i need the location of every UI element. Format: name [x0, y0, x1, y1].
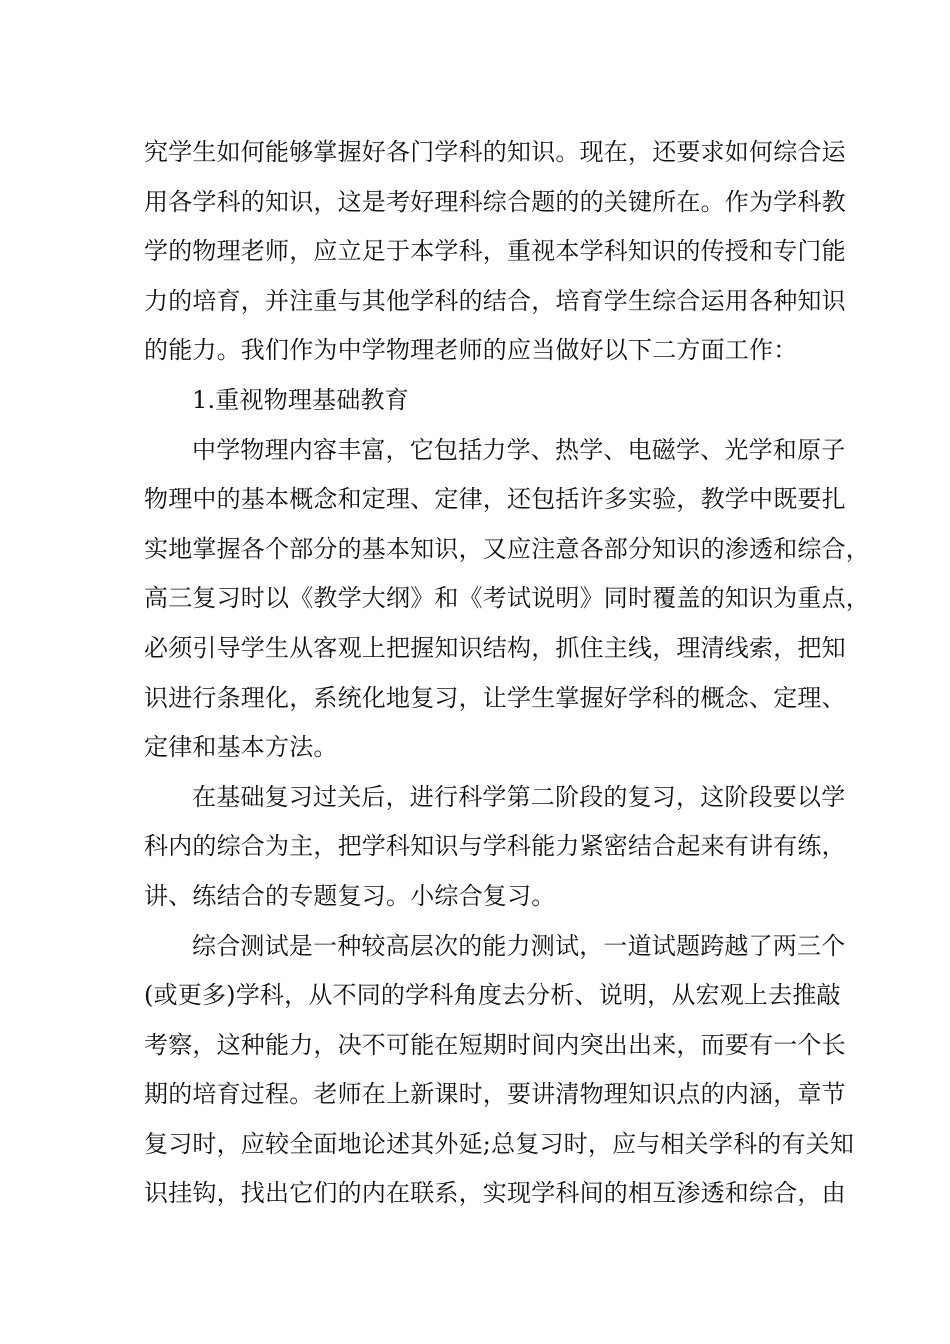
text-line: 高三复习时以《教学大纲》和《考试说明》同时覆盖的知识为重点，	[144, 584, 870, 613]
text-line: 物理中的基本概念和定理、定律，还包括许多实验，教学中既要扎	[144, 485, 846, 514]
text-line: 1.重视物理基础教育	[192, 385, 409, 414]
text-line: 力的培育，并注重与其他学科的结合，培育学生综合运用各种知识	[144, 286, 846, 315]
text-line: 识挂钩，找出它们的内在联系，实现学科间的相互渗透和综合，由	[144, 1179, 846, 1208]
text-line: 中学物理内容丰富，它包括力学、热学、电磁学、光学和原子	[192, 435, 846, 464]
text-line: (或更多)学科，从不同的学科角度去分析、说明，从宏观上去推敲	[144, 981, 841, 1010]
text-line: 期的培育过程。老师在上新课时，要讲清物理知识点的内涵，章节	[144, 1080, 846, 1109]
text-line: 考察，这种能力，决不可能在短期时间内突出出来，而要有一个长	[144, 1030, 846, 1059]
text-line: 必须引导学生从客观上把握知识结构，抓住主线，理清线索，把知	[144, 633, 846, 662]
text-line: 用各学科的知识，这是考好理科综合题的的关键所在。作为学科教	[144, 187, 846, 216]
text-line: 综合测试是一种较高层次的能力测试，一道试题跨越了两三个	[192, 931, 846, 960]
text-line: 实地掌握各个部分的基本知识，又应注意各部分知识的渗透和综合，	[144, 534, 870, 563]
document-body	[144, 128, 870, 1219]
text-line: 讲、练结合的专题复习。小综合复习。	[144, 881, 556, 910]
text-line: 在基础复习过关后，进行科学第二阶段的复习，这阶段要以学	[192, 782, 846, 811]
text-line: 的能力。我们作为中学物理老师的应当做好以下二方面工作：	[144, 336, 798, 365]
text-line: 究学生如何能够掌握好各门学科的知识。现在，还要求如何综合运	[144, 138, 846, 166]
text-line: 学的物理老师，应立足于本学科，重视本学科知识的传授和专门能	[144, 237, 846, 266]
text-line: 识进行条理化，系统化地复习，让学生掌握好学科的概念、定理、	[144, 683, 846, 712]
text-line: 复习时，应较全面地论述其外延;总复习时，应与相关学科的有关知	[144, 1129, 855, 1158]
text-line: 定律和基本方法。	[144, 733, 338, 762]
text-line: 科内的综合为主，把学科知识与学科能力紧密结合起来有讲有练，	[144, 832, 846, 861]
